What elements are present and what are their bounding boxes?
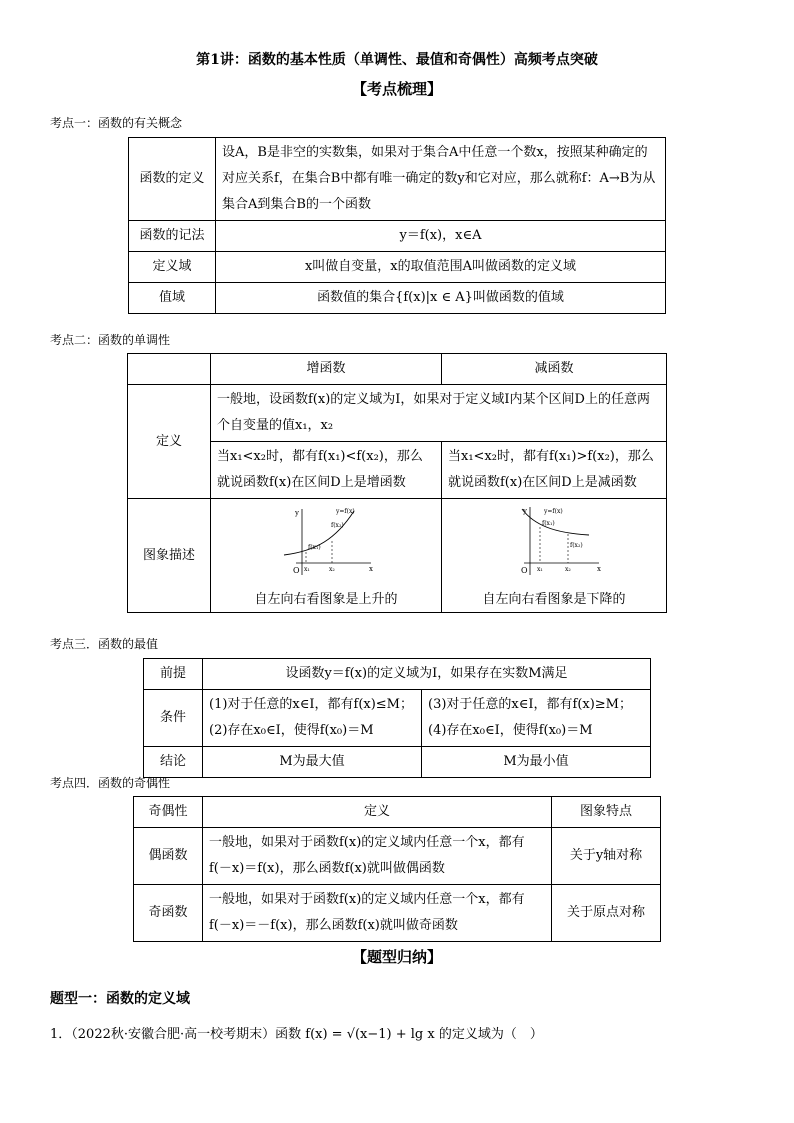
svg-text:y: y [523,506,527,515]
svg-text:f(x₁): f(x₁) [542,519,555,527]
table-row [134,797,661,828]
graph-increasing-cell [211,499,442,613]
parity-definition: 一般地，如果对于函数f(x)的定义域内任意一个x，都有f(－x)＝f(x)，那么函数f(x)就叫做偶函数 [203,828,552,885]
decreasing-graph [504,503,604,581]
table-row [129,252,666,283]
point2-label: 考点二：函数的单调性 [50,333,171,347]
svg-text:x: x [597,564,601,573]
parity-feature: 关于原点对称 [552,885,661,942]
row-body: y＝f(x)，x∈A [216,221,666,252]
table-row [128,354,667,385]
table-row [129,283,666,314]
graph-decreasing-cell [442,499,667,613]
definition-increasing: 当x₁<x₂时，都有f(x₁)<f(x₂)，那么就说函数f(x)在区间D上是增函数 [211,442,442,499]
corner-cell [128,354,211,385]
svg-text:f(x₂): f(x₂) [570,541,583,549]
svg-text:y=f(x): y=f(x) [336,507,355,515]
row-head: 前提 [144,659,203,690]
table-row [144,690,651,747]
table-row [128,385,667,442]
svg-text:f(x₁): f(x₁) [308,543,321,551]
graph-caption-decreasing: 自左向右看图象是下降的 [482,591,626,607]
svg-text:y: y [295,508,299,517]
conclusion-min: M为最小值 [422,747,651,778]
table-row [144,747,651,778]
row-head: 函数的定义 [129,138,216,221]
svg-text:x₂: x₂ [329,565,335,573]
graph-caption-increasing: 自左向右看图象是上升的 [254,591,398,607]
svg-text:x: x [369,564,373,573]
question-type-heading: 题型一：函数的定义域 [50,991,190,1007]
parity-definition: 一般地，如果对于函数f(x)的定义域内任意一个x，都有f(－x)＝－f(x)，那么函数f(x)就叫做奇函数 [203,885,552,942]
table-row [134,828,661,885]
condition-min: (3)对于任意的x∈I，都有f(x)≥M；(4)存在x₀∈I，使得f(x₀)＝M [422,690,651,747]
definition-common: 一般地，设函数f(x)的定义域为I，如果对于定义域I内某个区间D上的任意两个自变量的值x₁，x₂ [211,385,667,442]
table-row [134,885,661,942]
row-body: x叫做自变量，x的取值范围A叫做函数的定义域 [216,252,666,283]
svg-text:x₂: x₂ [565,565,571,573]
extremum-table [143,658,651,778]
parity-table [133,796,661,942]
header-feature: 图象特点 [552,797,661,828]
question-1: 1．（2022秋·安徽合肥·高一校考期末）函数 f(x) = √(x−1) + lg x 的定义域为（ ） [50,1027,543,1042]
point4-label: 考点四．函数的奇偶性 [50,776,171,790]
section-heading-question-types: 【题型归纳】 [351,948,442,966]
svg-text:y=f(x): y=f(x) [544,507,563,515]
svg-text:x₁: x₁ [537,565,543,573]
svg-text:O: O [521,565,528,575]
section-heading-summary: 【考点梳理】 [351,80,442,98]
header-parity: 奇偶性 [134,797,203,828]
point3-label: 考点三．函数的最值 [50,637,159,651]
document-title: 第1讲：函数的基本性质（单调性、最值和奇偶性）高频考点突破 [196,52,598,68]
row-head: 条件 [144,690,203,747]
row-head: 函数的记法 [129,221,216,252]
header-definition: 定义 [203,797,552,828]
parity-name: 奇函数 [134,885,203,942]
table-row [144,659,651,690]
row-head: 结论 [144,747,203,778]
row-definition: 定义 [128,385,211,499]
col-increasing: 增函数 [211,354,442,385]
row-graph: 图象描述 [128,499,211,613]
row-body: 函数值的集合{f(x)|x ∈ A}叫做函数的值域 [216,283,666,314]
condition-max: (1)对于任意的x∈I，都有f(x)≤M；(2)存在x₀∈I，使得f(x₀)＝M [203,690,422,747]
svg-text:x₁: x₁ [304,565,310,573]
svg-text:f(x₂): f(x₂) [331,521,344,529]
monotonicity-table [127,353,667,613]
row-head: 值域 [129,283,216,314]
parity-feature: 关于y轴对称 [552,828,661,885]
row-head: 定义域 [129,252,216,283]
conclusion-max: M为最大值 [203,747,422,778]
table-row [129,138,666,221]
point1-label: 考点一：函数的有关概念 [50,116,183,130]
col-decreasing: 减函数 [442,354,667,385]
function-concept-table [128,137,666,314]
row-body: 设函数y＝f(x)的定义域为I，如果存在实数M满足 [203,659,651,690]
row-body: 设A，B是非空的实数集，如果对于集合A中任意一个数x，按照某种确定的对应关系f，在集合B中都有唯一确定的数y和它对应，那么就称f：A→B为从集合A到集合B的一个函数 [216,138,666,221]
increasing-graph [276,503,376,581]
table-row [129,221,666,252]
svg-text:O: O [293,565,300,575]
parity-name: 偶函数 [134,828,203,885]
definition-decreasing: 当x₁<x₂时，都有f(x₁)>f(x₂)，那么就说函数f(x)在区间D上是减函数 [442,442,667,499]
table-row [128,499,667,613]
